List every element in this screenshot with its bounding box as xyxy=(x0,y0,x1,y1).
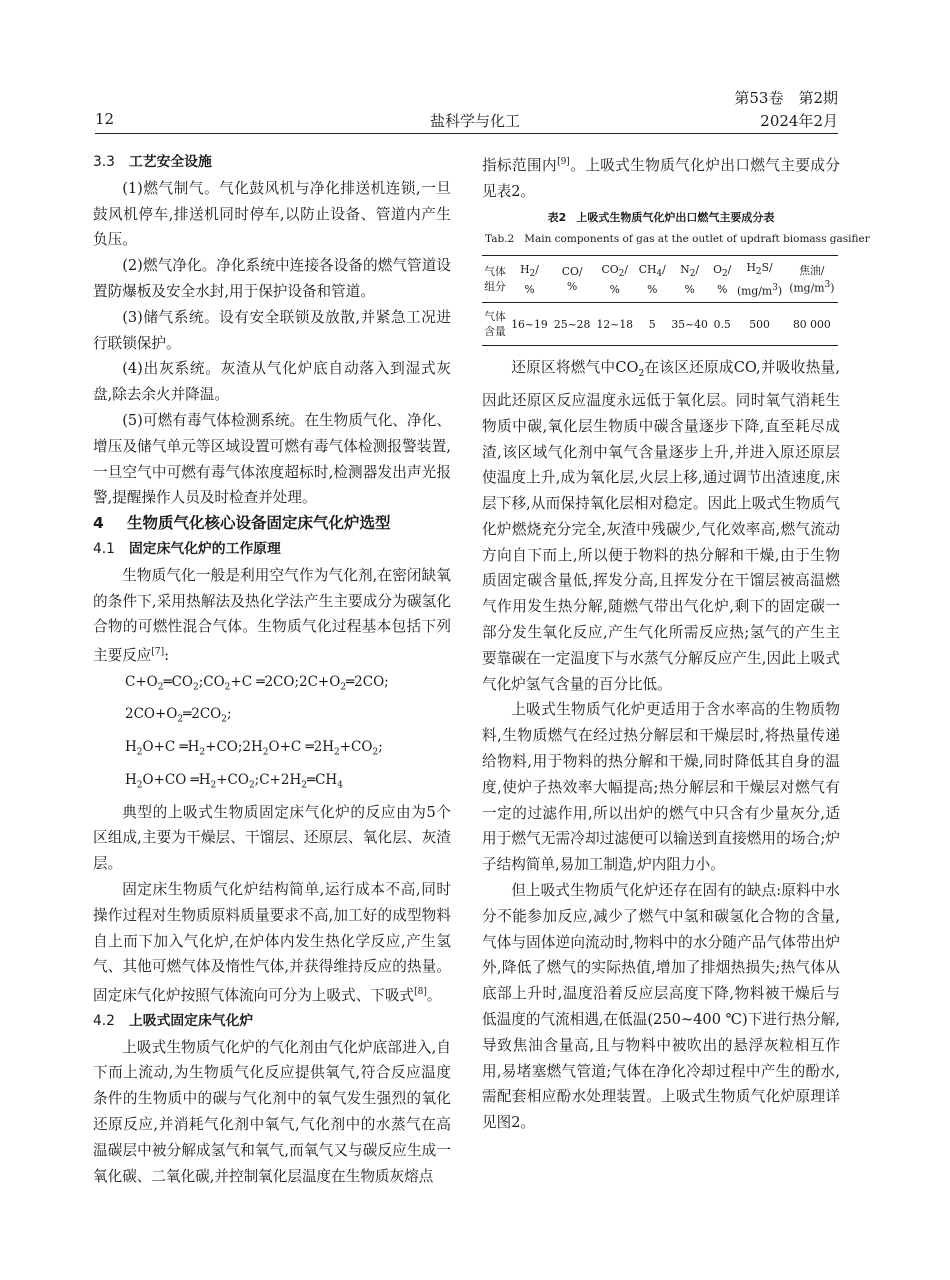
paragraph: 固定床生物质气化炉结构简单,运行成本不高,同时操作过程对生物质原料质量要求不高,加工好的成型物料自上而下加入气化炉,在炉体内发生热化学反应,产生氢气、其他可燃气体及惰性气体,并获得维持反应的热量。固定床气化炉按照气体流向可分为上吸式、下吸式[8]。 xyxy=(93,880,451,1004)
gas-components-table xyxy=(482,255,838,346)
table-header-cell: 焦油/ $(mg/m^3)$ xyxy=(786,256,838,303)
equation-line: $H_2O+C$ $═H_2+CO;2H_2O+C$ $═2H_2+CO_2$; xyxy=(125,739,383,758)
table-cell: 25~28 xyxy=(551,303,594,346)
table-caption: 表2 上吸式生物质气化炉出口燃气主要成分表 xyxy=(547,211,775,225)
page-number: 12 xyxy=(95,110,115,128)
citation-9: [9] xyxy=(557,157,570,167)
paragraph: (5)可燃有毒气体检测系统。在生物质气化、净化、增压及储气单元等区域设置可燃有毒气体检测报警装置,一旦空气中可燃有毒气体浓度超标时,检测器发出声光报警,提醒操作人员及时检查并处理。 xyxy=(93,411,451,507)
table-header-cell: $CH_4/$ % xyxy=(636,256,668,303)
equation-line: $2CO+O_2═2CO_2$; xyxy=(125,706,232,726)
issue-date: 2024年2月 xyxy=(760,112,838,130)
table-header-cell: $O_2/$ % xyxy=(711,256,733,303)
table-header-cell: CO/ % xyxy=(551,256,594,303)
paragraph: 但上吸式生物质气化炉还存在固有的缺点:原料中水分不能参加反应,减少了燃气中氢和碳氢化合物的含量,气体与固体逆向流动时,物料中的水分随产品气体带出炉外,降低了燃气的实际热值,增加了排烟热损失;热气体从底部上升时,温度沿着反应层高度下降,物料被干燥后与低温度的气流相遇,在低温(250~400 ℃)下进行热分解,导致焦油含量高,且与物料中被吹出的悬浮灰粒相互作用,易堵塞燃气管道;气体在净化冷却过程中产生的酚水,需配套相应酚水处理装置。上吸式生物质气化炉原理详见图2。 xyxy=(482,882,840,1132)
paragraph: 典型的上吸式生物质固定床气化炉的反应由为5个区组成,主要为干燥层、干馏层、还原层、氧化层、灰渣层。 xyxy=(93,803,451,873)
table-cell: 16~19 xyxy=(508,303,551,346)
section-heading-4-2: 4.2 上吸式固定床气化炉 xyxy=(93,1012,254,1029)
equation-line: $H_2O+CO$ $═H_2+CO_2;C+2H_2═CH_4$ xyxy=(125,771,343,791)
table-cell: 80 000 xyxy=(786,303,838,346)
citation-7: [7] xyxy=(151,647,165,658)
right-column xyxy=(482,150,870,1136)
table-header-row xyxy=(482,256,838,303)
reaction-equations xyxy=(93,669,451,800)
table-header-cell: 气体 组分 xyxy=(482,256,508,303)
table-caption-en: Tab.2 Main components of gas at the outlet of updraft biomass gasifier xyxy=(485,233,870,246)
left-column xyxy=(93,150,451,1189)
table-cell: 0.5 xyxy=(711,303,733,346)
table-cell: 35~40 xyxy=(668,303,711,346)
citation-8: [8] xyxy=(414,987,427,998)
paragraph: (3)储气系统。设有安全联锁及放散,并紧急工况进行联锁保护。 xyxy=(93,308,451,352)
table-cell: 500 xyxy=(733,303,785,346)
paragraph: 上吸式生物质气化炉的气化剂由气化炉底部进入,自下而上流动,为生物质气化反应提供氧气,符合反应温度条件的生物质中的碳与气化剂中的氧气发生强烈的氧化还原反应,并消耗气化剂中氧气,气化剂中的水蒸气在高温碳层中被分解成氢气和氧气,而氧气又与碳反应生成一氧化碳、二氧化碳,并控制氧化层温度在生物质灰熔点 xyxy=(93,1038,451,1185)
paragraph: 上吸式生物质气化炉更适用于含水率高的生物质物料,生物质燃气在经过热分解层和干燥层时,将热量传递给物料,用于物料的热分解和干燥,同时降低其自身的温度,使炉子热效率大幅提高;热分解层和干燥层对燃气有一定的过滤作用,所以出炉的燃气中只含有少量灰分,适用于燃气无需冷却过滤便可以输送到直接燃用的场合;炉子结构简单,易加工制造,炉内阻力小。 xyxy=(482,701,840,874)
table-cell: 12~18 xyxy=(593,303,636,346)
table-cell: 气体 含量 xyxy=(482,303,508,346)
volume-issue: 第53卷 第2期 xyxy=(734,89,838,107)
table-header-cell: $H_2S/$ $(mg/m^3)$ xyxy=(733,256,785,303)
header-rule xyxy=(95,133,838,134)
section-heading-4-1: 4.1 固定床气化炉的工作原理 xyxy=(93,540,281,557)
table-cell: 5 xyxy=(636,303,668,346)
table-header-cell: $H_2/$ % xyxy=(508,256,551,303)
equation-line: $C+O_2═CO_2;CO_2+C$ $═2CO;2C+O_2═2CO$; xyxy=(125,673,389,693)
table-row xyxy=(482,303,838,346)
paragraph: (1)燃气制气。气化鼓风机与净化排送机连锁,一旦鼓风机停车,排送机同时停车,以防止设备、管道内产生负压。 xyxy=(93,179,451,249)
journal-name: 盐科学与化工 xyxy=(429,112,520,130)
section-heading-3-3: 3.3 工艺安全设施 xyxy=(93,154,212,170)
paragraph: (4)出灰系统。灰渣从气化炉底自动落入到湿式灰盘,除去余火并降温。 xyxy=(93,360,451,404)
paragraph: 还原区将燃气中$CO_2$在该区还原成CO,并吸收热量,因此还原区反应温度永远低于氧化层。同时氧气消耗生物质中碳,氧化层生物质中碳含量逐步下降,直至耗尽成渣,该区域气化剂中氧气含量逐步上升,并进入原还原层使温度上升,成为氧化层,火层上移,通过调节出渣速度,床层下移,从而保持氧化层相对稳定。因此上吸式生物质气化炉燃烧充分完全,灰渣中残碳少,气化效率高,燃气流动方向自下而上,所以便于物料的热分解和干燥,由于生物质固定碳含量低,挥发分高,且挥发分在干馏层被高温燃气作用发生热分解,随燃气带出气化炉,剩下的固定碳一部分发生氧化反应,产生气化所需反应热;氢气的产生主要靠碳在一定温度下与水蒸气分解反应产生,因此上吸式气化炉氢气含量的百分比低。 xyxy=(482,359,840,693)
paragraph: 生物质气化一般是利用空气作为气化剂,在密闭缺氧的条件下,采用热解法及热化学法产生主要成分为碳氢化合物的可燃性混合气体。生物质气化过程基本包括下列主要反应[7]: xyxy=(93,566,451,664)
table-header-cell: $N_2/$ % xyxy=(668,256,711,303)
section-heading-4: 4 生物质气化核心设备固定床气化炉选型 xyxy=(93,514,391,533)
table-header-cell: $CO_2/$ % xyxy=(593,256,636,303)
paragraph: 指标范围内[9]。上吸式生物质气化炉出口燃气主要成分见表2。 xyxy=(482,156,840,200)
paragraph: (2)燃气净化。净化系统中连接各设备的燃气管道设置防爆板及安全水封,用于保护设备和管道。 xyxy=(93,257,451,300)
